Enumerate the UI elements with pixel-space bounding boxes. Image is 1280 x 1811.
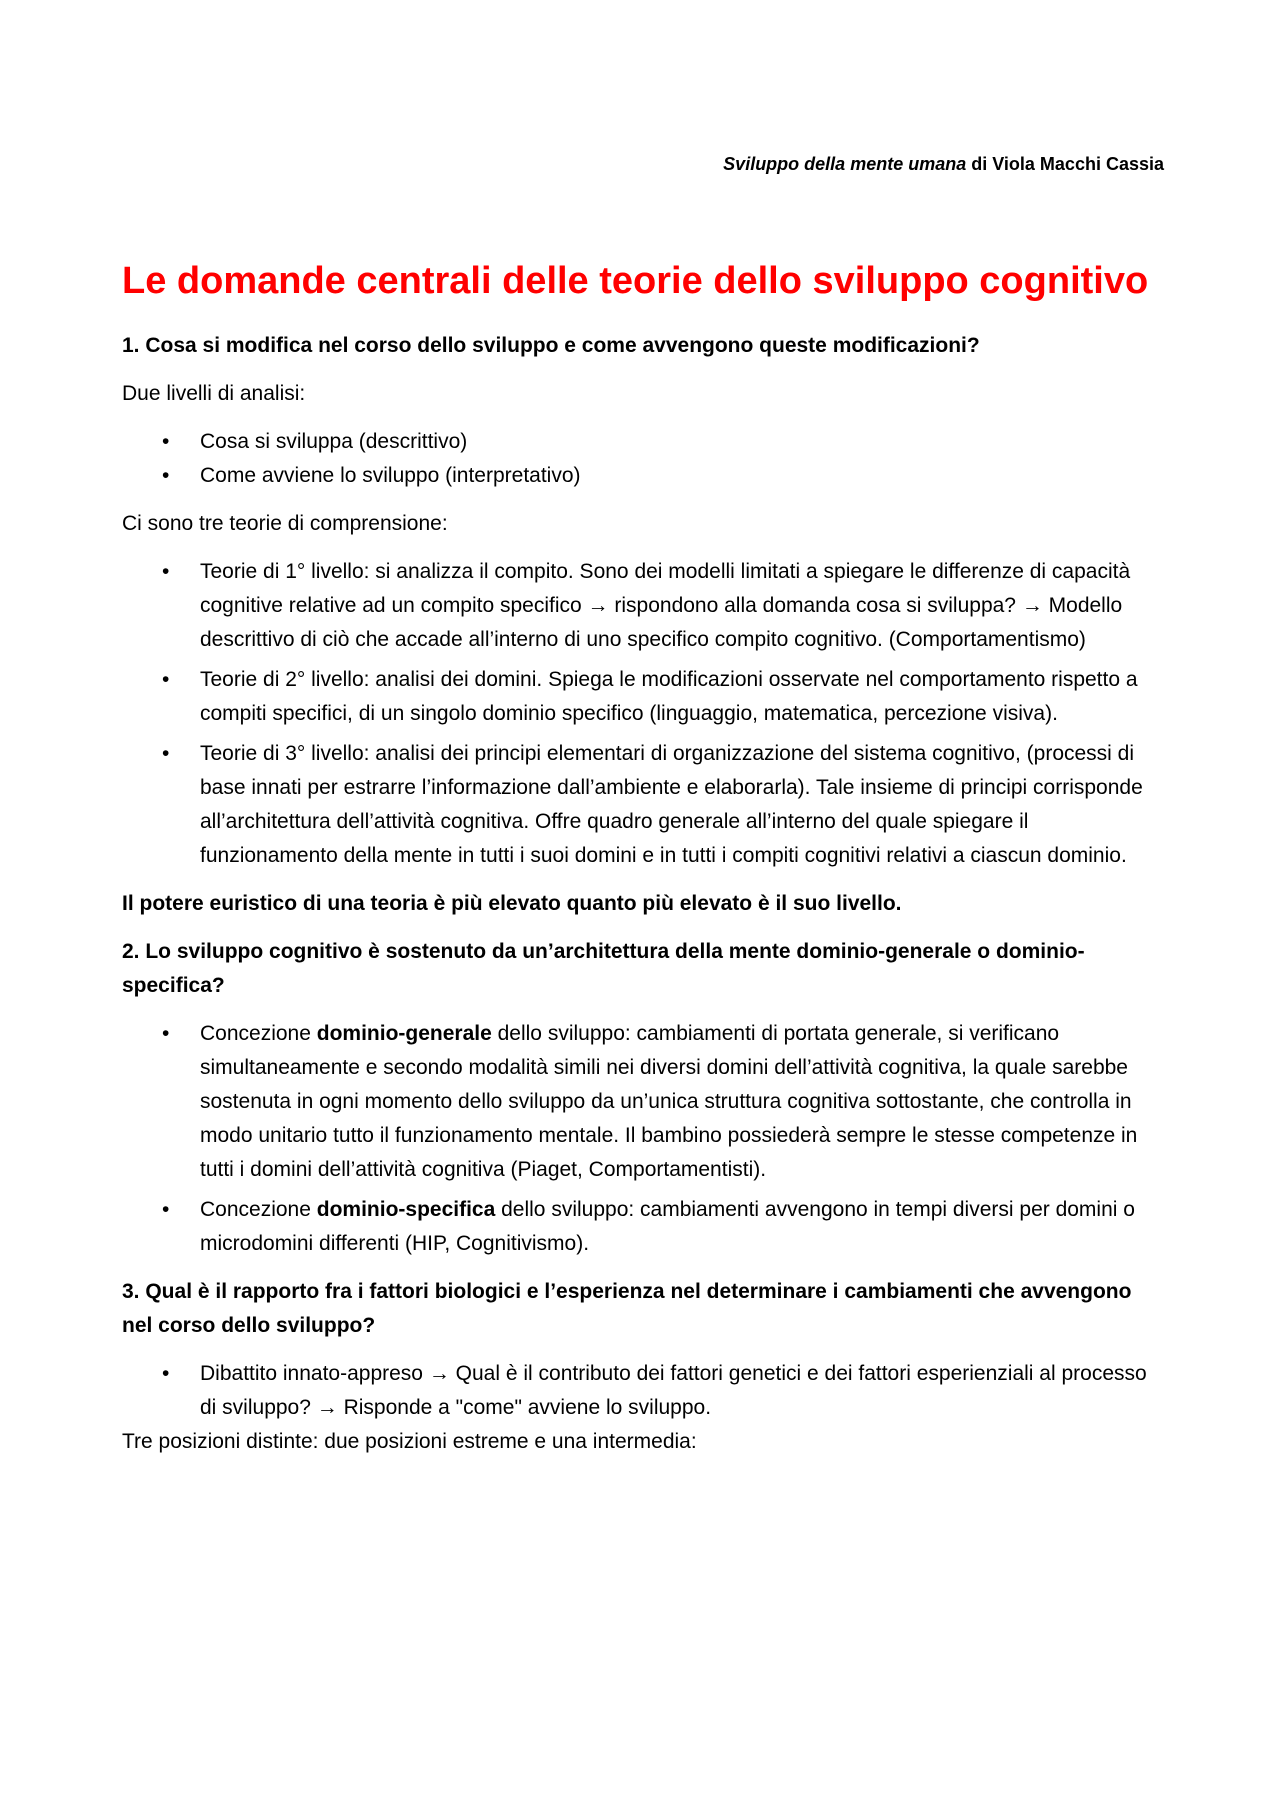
list-item-domain-general: • Concezione dominio-generale dello sviluppo: cambiamenti di portata generale, si verificano simultaneamente e secondo modalità simili nei diversi domini dell’attività cognitiva, la quale sarebbe sostenuta in ogni momento dello sviluppo da un’unica struttura cognitiva sottostante, che controlla in modo unitario tutto il funzionamento mentale. Il bambino possiederà sempre le stesse competenze in tutti i domini dell’attività cognitiva (Piaget, Comportamentisti). <box>122 1017 1167 1187</box>
nature-nurture-list <box>122 1357 1167 1425</box>
bullet-icon: • <box>162 668 170 691</box>
bullet-icon: • <box>162 430 170 453</box>
theories-intro: Ci sono tre teorie di comprensione: <box>122 512 448 535</box>
arrow-right-icon: → <box>1021 594 1043 617</box>
bullet-icon: • <box>162 1362 170 1385</box>
page-title: Le domande centrali delle teorie dello sviluppo cognitivo <box>122 260 1149 302</box>
section-1-conclusion: Il potere euristico di una teoria è più elevato quanto più elevato è il suo livello. <box>122 892 902 915</box>
running-header <box>723 154 1164 175</box>
positions-intro: Tre posizioni distinte: due posizioni estreme e una intermedia: <box>122 1430 697 1453</box>
levels-list <box>122 425 1167 493</box>
domain-list <box>122 1017 1167 1261</box>
arrow-right-icon: → <box>316 1396 338 1419</box>
list-item-theory-1: • Teorie di 1° livello: si analizza il compito. Sono dei modelli limitati a spiegare le differenze di capacità cognitive relative ad un compito specifico → rispondono alla domanda cosa si sviluppa? → Modello descrittivo di ciò che accade all’interno di uno specifico compito cognitivo. (Comportamentismo) <box>122 555 1167 657</box>
question-2: 2. Lo sviluppo cognitivo è sostenuto da un’architettura della mente dominio-generale o dominio-specifica? <box>122 940 1085 997</box>
question-3: 3. Qual è il rapporto fra i fattori biologici e l’esperienza nel determinare i cambiamenti che avvengono nel corso dello sviluppo? <box>122 1280 1132 1337</box>
list-item: • Dibattito innato-appreso → Qual è il contributo dei fattori genetici e dei fattori esperienziali al processo di sviluppo? → Risponde a "come" avviene lo sviluppo. <box>122 1357 1167 1425</box>
author-byline: di Viola Macchi Cassia <box>966 154 1164 174</box>
list-item: • Come avviene lo sviluppo (interpretativo) <box>122 459 1167 493</box>
bullet-icon: • <box>162 560 170 583</box>
levels-intro: Due livelli di analisi: <box>122 382 306 405</box>
theories-list <box>122 555 1167 873</box>
list-item-domain-specific: • Concezione dominio-specifica dello sviluppo: cambiamenti avvengono in tempi diversi per domini o microdomini differenti (HIP, Cognitivismo). <box>122 1193 1167 1261</box>
list-item-theory-3: • Teorie di 3° livello: analisi dei principi elementari di organizzazione del sistema cognitivo, (processi di base innati per estrarre l’informazione dall’ambiente e elaborarla). Tale insieme di principi corrisponde all’architettura dell’attività cognitiva. Offre quadro generale all’interno del quale spiegare il funzionamento della mente in tutti i suoi domini e in tutti i compiti cognitivi relativi a ciascun dominio. <box>122 737 1167 873</box>
arrow-right-icon: → <box>428 1362 450 1385</box>
document-body <box>122 255 1167 1473</box>
bullet-icon: • <box>162 464 170 487</box>
bullet-icon: • <box>162 742 170 765</box>
bullet-icon: • <box>162 1022 170 1045</box>
arrow-right-icon: → <box>587 594 609 617</box>
bullet-icon: • <box>162 1198 170 1221</box>
list-item-theory-2: • Teorie di 2° livello: analisi dei domini. Spiega le modificazioni osservate nel comportamento rispetto a compiti specifici, di un singolo dominio specifico (linguaggio, matematica, percezione visiva). <box>122 663 1167 731</box>
question-1: 1. Cosa si modifica nel corso dello sviluppo e come avvengono queste modificazioni? <box>122 334 980 357</box>
list-item: • Cosa si sviluppa (descrittivo) <box>122 425 1167 459</box>
book-title: Sviluppo della mente umana <box>723 154 967 174</box>
